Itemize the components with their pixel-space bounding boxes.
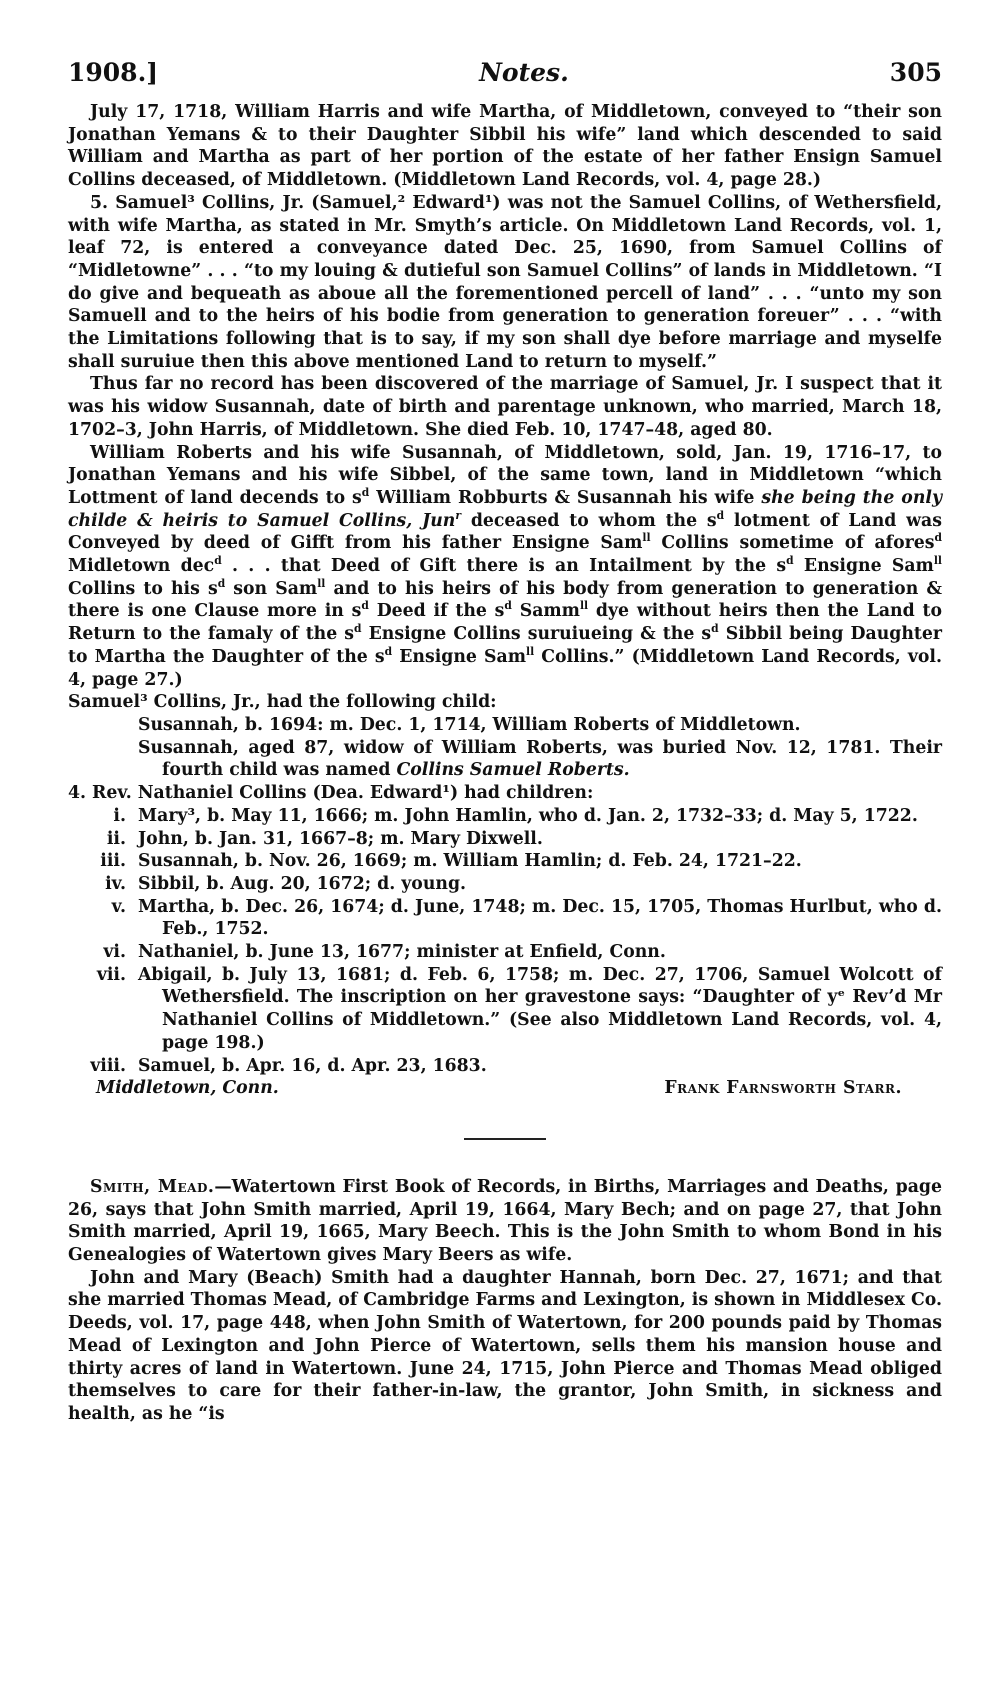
list-item: v. Martha, b. Dec. 26, 1674; d. June, 1748; m. Dec. 15, 1705, Thomas Hurlbut, who d. Feb., 1752. xyxy=(111,896,942,940)
page-body xyxy=(68,101,942,1426)
children-list xyxy=(68,805,942,1077)
signature-line xyxy=(68,1077,942,1100)
nathaniel-children-intro: 4. Rev. Nathaniel Collins (Dea. Edward¹) had children: xyxy=(68,783,594,804)
child-block xyxy=(138,714,942,782)
list-item: ii. John, b. Jan. 31, 1667–8; m. Mary Dixwell. xyxy=(106,828,543,849)
page-number: 305 xyxy=(889,58,942,87)
header-year: 1908.] xyxy=(68,58,159,87)
child-intro: Samuel³ Collins, Jr., had the following child: xyxy=(68,692,497,713)
paragraph-samuel-collins-jr: 5. Samuel³ Collins, Jr. (Samuel,² Edward¹) was not the Samuel Collins, of Wethersfield, with wife Martha, as stated in Mr. Smyth’s article. On Middletown Land Records, vol. 1, leaf 72, is entered a conveyance dated Dec. 25, 1690, from Samuel Collins of “Midletowne” . . . “to my louing & dutieful son Samuel Collins” of lands in Middletown. “I do give and bequeath as aboue all the forementioned percell of land” . . . “unto my son Samuell and to the heirs of his bodie from generation to generation foreuer” . . . “with the Limitations following that is to say, if my son shall dye before marriage and myselfe shall suruiue then this above mentioned Land to return to myself.” xyxy=(68,192,942,372)
header-title: Notes. xyxy=(479,58,569,87)
paragraph-marriage-search: Thus far no record has been discovered of the marriage of Samuel, Jr. I suspect that it was his widow Susannah, date of birth and parentage unknown, who married, March 18, 1702–3, John Harris, of Middletown. She died Feb. 10, 1747–48, aged 80. xyxy=(68,374,942,440)
list-item: viii. Samuel, b. Apr. 16, d. Apr. 23, 1683. xyxy=(90,1055,487,1076)
paragraph-roberts-deed: William Roberts and his wife Susannah, of Middletown, sold, Jan. 19, 1716–17, to Jonathan Yemans and his wife Sibbel, of the same town, land in Middletown “which Lottment of land decends to $s^d$ William Robburts & Susannah his wife she being the only childe & heiris to Samuel Collins, Jun$^r$ deceased to whom the $s^d$ lotment of Land was Conveyed by deed of Gifft from his father Ensigne Sam$^{ll}$ Collins sometime of afores$^d$ Midletown dec$^d$ . . . that Deed of Gift there is an Intailment by the $s^d$ Ensigne Sam$^{ll}$ Collins to his $s^d$ son Sam$^{ll}$ and to his heirs of his body from generation to generation & there is one Clause more in $s^d$ Deed if the $s^d$ Samm$^{ll}$ dye without heirs then the Land to Return to the famaly of the $s^d$ Ensigne Collins suruiueing & the $s^d$ Sibbil being Daughter to Martha the Daughter of the $s^d$ Ensigne Sam$^{ll}$ Collins.” (Middletown Land Records, vol. 4, page 27.) xyxy=(68,442,942,690)
section-heading: Smith, Mead. xyxy=(90,1176,215,1197)
list-item: iii. Susannah, b. Nov. 26, 1669; m. William Hamlin; d. Feb. 24, 1721–22. xyxy=(100,851,802,872)
list-item: vi. Nathaniel, b. June 13, 1677; minister at Enfield, Conn. xyxy=(103,942,666,963)
signature-author: Frank Farnsworth Starr. xyxy=(664,1078,902,1099)
child-entry: Susannah, b. 1694: m. Dec. 1, 1714, William Roberts of Middletown. xyxy=(138,714,801,735)
signature-place: Middletown, Conn. xyxy=(96,1078,279,1099)
child-burial-note: Susannah, aged 87, widow of William Roberts, was buried Nov. 12, 1781. Their fourth child was named Collins Samuel Roberts. xyxy=(138,737,942,781)
running-head xyxy=(68,58,942,87)
paragraph-smith-mead: Smith, Mead.—Watertown First Book of Records, in Births, Marriages and Deaths, page 26, says that John Smith married, April 19, 1664, Mary Bech; and on page 27, that John Smith married, April 19, 1665, Mary Beech. This is the John Smith to whom Bond in his Genealogies of Watertown gives Mary Beers as wife. xyxy=(68,1176,943,1266)
section-divider xyxy=(464,1138,546,1140)
list-item: iv. Sibbil, b. Aug. 20, 1672; d. young. xyxy=(105,873,467,894)
list-item: i. Mary³, b. May 11, 1666; m. John Hamlin, who d. Jan. 2, 1732–33; d. May 5, 1722. xyxy=(113,805,918,826)
paragraph-smith-daughter: John and Mary (Beach) Smith had a daughter Hannah, born Dec. 27, 1671; and that she married Thomas Mead, of Cambridge Farms and Lexington, is shown in Middlesex Co. Deeds, vol. 17, page 448, when John Smith of Watertown, for 200 pounds paid by Thomas Mead of Lexington and John Pierce of Watertown, sells them his mansion house and thirty acres of land in Watertown. June 24, 1715, John Pierce and Thomas Mead obliged themselves to care for their father-in-law, the grantor, John Smith, in sickness and health, as he “is xyxy=(68,1267,942,1424)
paragraph-harris-deed: July 17, 1718, William Harris and wife Martha, of Middletown, conveyed to “their son Jonathan Yemans & to their Daughter Sibbil his wife” land which descended to said William and Martha as part of her portion of the estate of her father Ensign Samuel Collins deceased, of Middletown. (Middletown Land Records, vol. 4, page 28.) xyxy=(68,102,942,191)
list-item: vii. Abigail, b. July 13, 1681; d. Feb. 6, 1758; m. Dec. 27, 1706, Samuel Wolcott of Wethersfield. The inscription on her gravestone says: “Daughter of yᵉ Rev’d Mr Nathaniel Collins of Middletown.” (See also Middletown Land Records, vol. 4, page 198.) xyxy=(96,964,942,1053)
